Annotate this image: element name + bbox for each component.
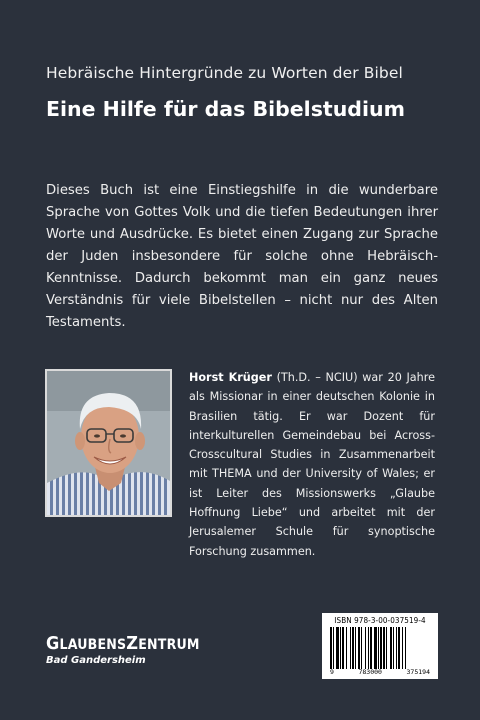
book-description: Dieses Buch ist eine Einstiegshilfe in die wunderbare Sprache von Gottes Volk und die tiefen Bedeutungen ihrer Worte und Ausdrücke. Es bietet einen Zugang zur Sprache der Juden insbesondere für solche ohne Hebräisch-Kenntnisse. Dadurch bekommt man ein ganz neues Verständnis für viele Bibelstellen – nicht nur des Alten Testaments.: [46, 183, 438, 330]
author-bio: [189, 368, 435, 561]
author-name: Horst Krüger: [189, 371, 272, 384]
publisher-location: Bad Gandersheim: [46, 655, 146, 666]
isbn-barcode: [322, 613, 438, 679]
publisher-name: GLAUBENSZENTRUM: [46, 633, 200, 654]
publisher-logo: [46, 633, 226, 666]
cover-subtitle: Hebräische Hintergründe zu Worten der Bibel: [46, 64, 403, 82]
author-portrait-image: [47, 371, 170, 515]
barcode-bars: [328, 627, 432, 669]
cover-title: Eine Hilfe für das Bibelstudium: [46, 97, 405, 121]
author-bio-text: (Th.D. – NCIU) war 20 Jahre als Missionar in einer deutschen Kolonie in Brasilien tätig. Er war Dozent für interkulturellen Gemeindebau bei Across-Crosscultural Studies in Zusammenarbeit mit THEMA und der University of Wales; er ist Leiter des Missionswerks „Glaube Hoffnung Liebe“ und arbeitet mit der Jerusalemer Schule für synoptische Forschung zusammen.: [189, 371, 435, 558]
author-photo: [45, 369, 172, 517]
isbn-number: ISBN 978-3-00-037519-4: [334, 616, 426, 625]
barcode-digits: 9 783000 375194: [330, 668, 430, 676]
